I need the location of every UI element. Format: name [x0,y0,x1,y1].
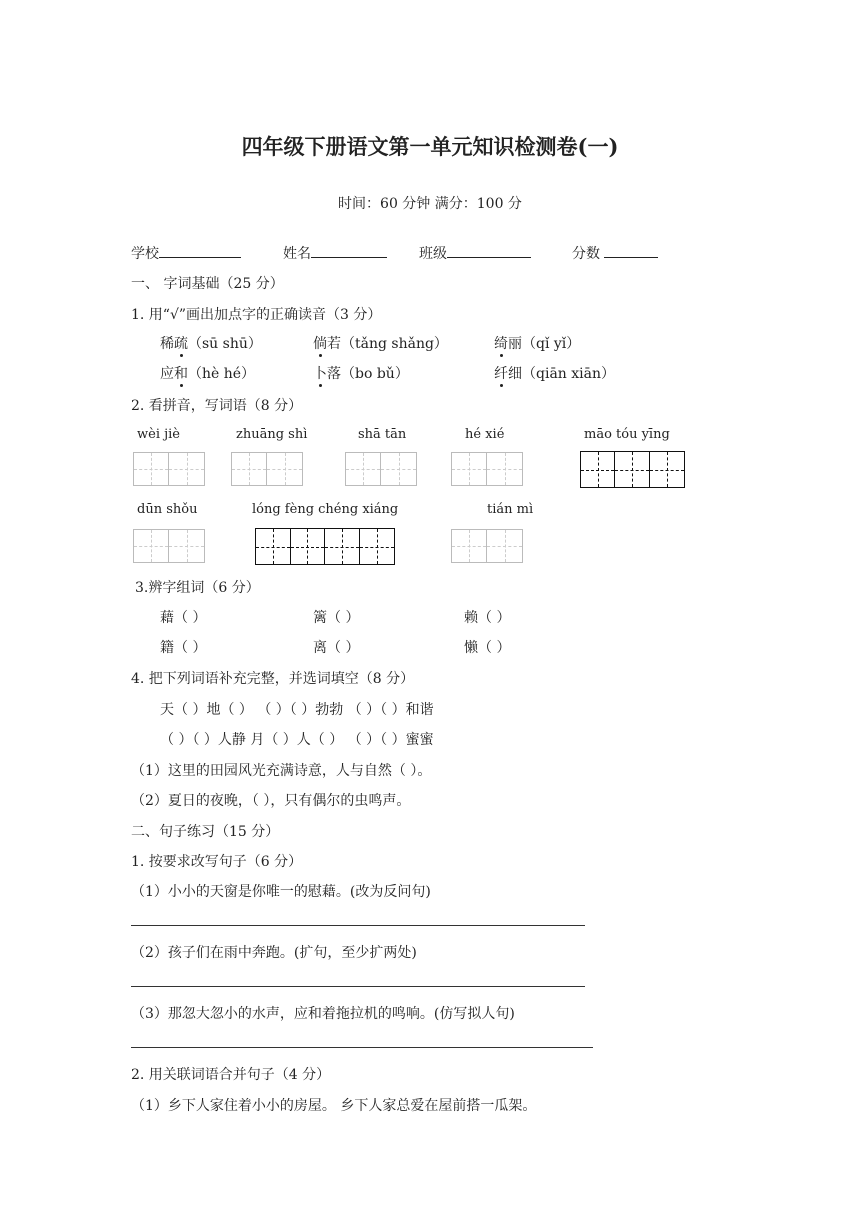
section-2-heading: 二、句子练习（15 分） [131,824,280,840]
school-field[interactable] [131,243,241,263]
score-blank[interactable] [604,243,658,258]
name-blank[interactable] [311,243,387,258]
char-word-item[interactable]: 篱（ ） [313,610,360,626]
pinyin-choice-item[interactable]: 倘若（tǎng shǎng） [313,336,448,352]
question-4-label: 4. 把下列词语补充完整，并选词填空（8 分） [131,671,415,687]
char-word-item[interactable]: 懒（ ） [464,640,511,656]
fill-sentence[interactable]: （1）这里的田园风光充满诗意，人与自然（ ）。 [131,763,432,779]
writing-grid[interactable] [133,452,205,486]
pinyin-choice-item[interactable]: 纤细（qiān xiān） [494,366,615,382]
pinyin-prompt: dūn shǒu [137,502,198,517]
rewrite-sentence: （3）那忽大忽小的水声，应和着拖拉机的鸣响。(仿写拟人句) [131,1006,515,1022]
class-blank[interactable] [447,243,531,258]
answer-line[interactable] [131,925,585,926]
char-word-item[interactable]: 离（ ） [313,640,360,656]
pinyin-choice-item[interactable]: 卜落（bo bǔ） [313,366,409,382]
question-3-label: 3.辨字组词（6 分） [135,580,260,596]
combine-sentence: （1）乡下人家住着小小的房屋。 乡下人家总爱在屋前搭一瓜架。 [131,1098,537,1114]
page-title: 四年级下册语文第一单元知识检测卷(一) [241,134,619,159]
char-word-item[interactable]: 赖（ ） [464,610,511,626]
char-word-item[interactable]: 藉（ ） [160,610,207,626]
section-1-heading: 一、 字词基础（25 分） [131,276,284,292]
idiom-fill-row[interactable]: 天（ ）地（ ） （ ）（ ）勃勃 （ ）（ ）和谐 [160,702,434,718]
question-2-1-label: 1. 按要求改写句子（6 分） [131,854,303,870]
answer-line[interactable] [131,1047,593,1048]
score-field[interactable] [572,243,658,263]
pinyin-prompt: zhuāng shì [236,427,308,442]
writing-grid[interactable] [345,452,417,486]
answer-line[interactable] [131,986,585,987]
exam-time-score: 时间：60 分钟 满分：100 分 [338,196,522,212]
writing-grid[interactable] [231,452,303,486]
school-label: 学校 [131,246,159,262]
writing-grid[interactable] [255,528,395,565]
rewrite-sentence: （2）孩子们在雨中奔跑。(扩句，至少扩两处) [131,945,417,961]
rewrite-sentence: （1）小小的天窗是你唯一的慰藉。(改为反问句) [131,884,431,900]
pinyin-prompt: māo tóu yīng [584,427,670,442]
pinyin-choice-item[interactable]: 稀疏（sū shū） [160,336,262,352]
class-label: 班级 [419,246,447,262]
pinyin-prompt: wèi jiè [137,427,180,442]
question-2-label: 2. 看拼音，写词语（8 分） [131,398,303,414]
school-blank[interactable] [159,243,241,258]
pinyin-prompt: hé xié [465,427,505,442]
pinyin-prompt: tián mì [487,502,534,517]
question-2-2-label: 2. 用关联词语合并句子（4 分） [131,1067,331,1083]
fill-sentence[interactable]: （2）夏日的夜晚，（ ），只有偶尔的虫鸣声。 [131,793,411,809]
writing-grid[interactable] [133,529,205,563]
name-label: 姓名 [283,246,311,262]
writing-grid[interactable] [580,451,685,488]
name-field[interactable] [283,243,387,263]
pinyin-prompt: lóng fèng chéng xiáng [252,502,399,517]
score-label: 分数 [572,246,600,262]
pinyin-choice-item[interactable]: 绮丽（qǐ yǐ） [494,336,581,352]
char-word-item[interactable]: 籍（ ） [160,640,207,656]
writing-grid[interactable] [451,529,523,563]
pinyin-choice-item[interactable]: 应和（hè hé） [160,366,256,382]
writing-grid[interactable] [451,452,523,486]
question-1-label: 1. 用“√”画出加点字的正确读音（3 分） [131,307,382,323]
class-field[interactable] [419,243,531,263]
idiom-fill-row[interactable]: （ ）（ ）人静 月（ ）人（ ） （ ）（ ）蜜蜜 [160,732,434,748]
pinyin-prompt: shā tān [358,427,407,442]
